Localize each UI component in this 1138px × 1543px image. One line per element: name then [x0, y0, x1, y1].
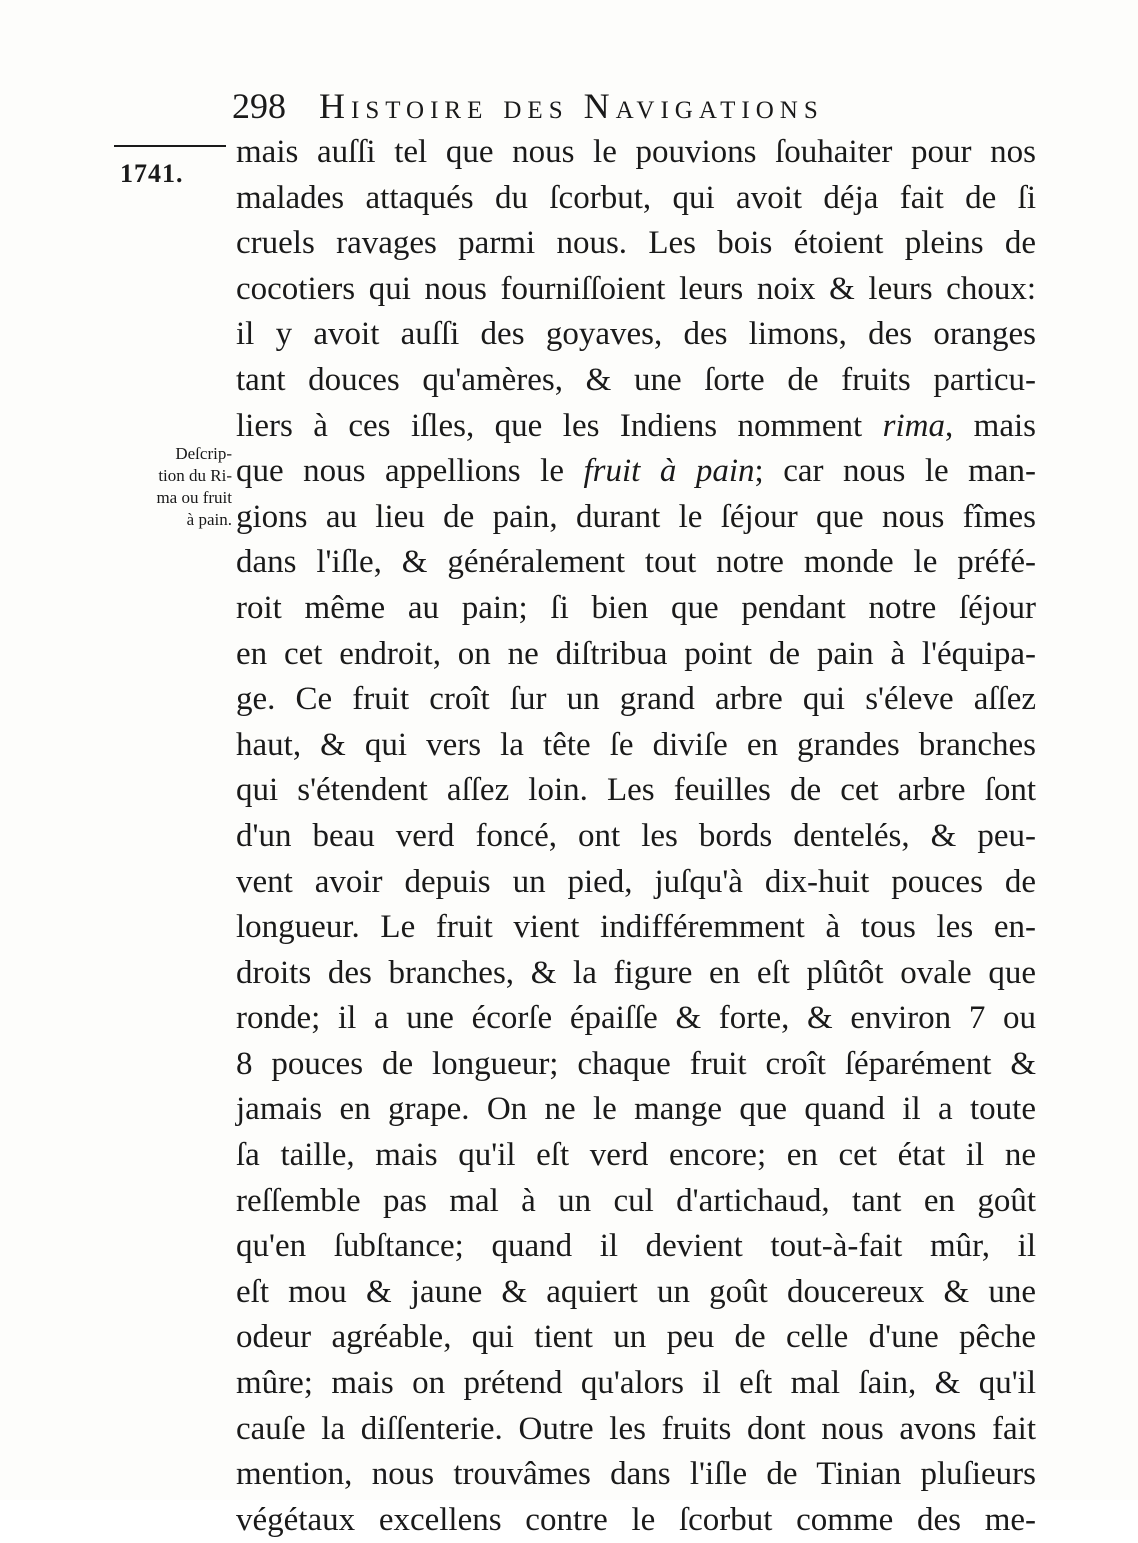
text-line: vent avoir depuis un pied, juſqu'à dix-huit pouces de: [236, 863, 1036, 900]
text-line: [236, 449, 1036, 495]
page-header: [232, 84, 1032, 128]
italic-term: fruit à pain: [583, 453, 755, 490]
text-line: mais auſſi tel que nous le pouvions ſouhaiter pour nos: [236, 134, 1036, 170]
text-line: mention, nous trouvâmes dans l'iſle de Tinian pluſieurs: [236, 1456, 1036, 1493]
text-line: roit même au pain; ſi bien que pendant notre ſéjour: [236, 589, 1036, 626]
text-line: végétaux excellens contre le ſcorbut comme des me-: [236, 1501, 1036, 1538]
page-number: 298: [232, 86, 286, 126]
text-line: malades attaqués du ſcorbut, qui avoit déja fait de ſi: [236, 179, 1036, 216]
text-line: qui s'étendent aſſez loin. Les feuilles de cet arbre ſont: [236, 772, 1036, 809]
text-line: gions au lieu de pain, durant le ſéjour que nous fîmes: [236, 498, 1036, 535]
text-line: droits des branches, & la figure en eſt plûtôt ovale que: [236, 954, 1036, 991]
text-segment: liers à ces iſles, que les Indiens nomment: [236, 407, 883, 444]
text-line: 8 pouces de longueur; chaque fruit croît ſéparément &: [236, 1045, 1036, 1082]
margin-rule: [114, 145, 226, 147]
running-title: Histoire des Navigations: [319, 86, 824, 126]
margin-note-line: tion du Ri-: [158, 466, 232, 485]
text-line: tant douces qu'amères, & une ſorte de fruits particu-: [236, 361, 1036, 398]
text-segment: , mais: [944, 407, 1037, 444]
text-line: ſa taille, mais qu'il eſt verd encore; en cet état il ne: [236, 1137, 1036, 1174]
text-line: cocotiers qui nous fourniſſoient leurs noix & leurs choux:: [236, 270, 1036, 307]
text-line: [236, 404, 1036, 450]
text-line: longueur. Le fruit vient indifféremment à tous les en-: [236, 909, 1036, 946]
text-line: haut, & qui vers la tête ſe diviſe en grandes branches: [236, 726, 1036, 763]
text-segment: ; car nous le man-: [754, 453, 1036, 490]
text-line: il y avoit auſſi des goyaves, des limons, des oranges: [236, 316, 1036, 353]
body-text: [236, 130, 1036, 1543]
margin-note: [96, 443, 232, 531]
text-line: jamais en grape. On ne le mange que quand il a toute: [236, 1091, 1036, 1128]
text-line: eſt mou & jaune & aquiert un goût doucereux & une: [236, 1273, 1036, 1310]
text-line: dans l'iſle, & généralement tout notre monde le préfé-: [236, 544, 1036, 581]
margin-year: 1741.: [120, 159, 184, 188]
text-line: odeur agréable, qui tient un peu de celle d'une pêche: [236, 1319, 1036, 1356]
text-line: en cet endroit, on ne diſtribua point de pain à l'équipa-: [236, 635, 1036, 672]
text-line: ronde; il a une écorſe épaiſſe & forte, & environ 7 ou: [236, 1000, 1036, 1037]
text-line: qu'en ſubſtance; quand il devient tout-à-fait mûr, il: [236, 1228, 1036, 1265]
margin-note-line: Deſcrip-: [175, 444, 232, 463]
margin-note-line: ma ou fruit: [156, 488, 232, 507]
text-line: d'un beau verd foncé, ont les bords dentelés, & peu-: [236, 817, 1036, 854]
text-line: cruels ravages parmi nous. Les bois étoient pleins de: [236, 225, 1036, 262]
text-segment: que nous appellions le: [236, 453, 584, 490]
text-line: ge. Ce fruit croît ſur un grand arbre qui s'éleve aſſez: [236, 681, 1036, 718]
margin-note-line: à pain.: [186, 510, 232, 529]
text-line: mûre; mais on prétend qu'alors il eſt mal ſain, & qu'il: [236, 1365, 1036, 1402]
text-line: cauſe la diſſenterie. Outre les fruits dont nous avons fait: [236, 1410, 1036, 1447]
italic-term: rima: [882, 407, 945, 444]
text-line: reſſemble pas mal à un cul d'artichaud, tant en goût: [236, 1182, 1036, 1219]
